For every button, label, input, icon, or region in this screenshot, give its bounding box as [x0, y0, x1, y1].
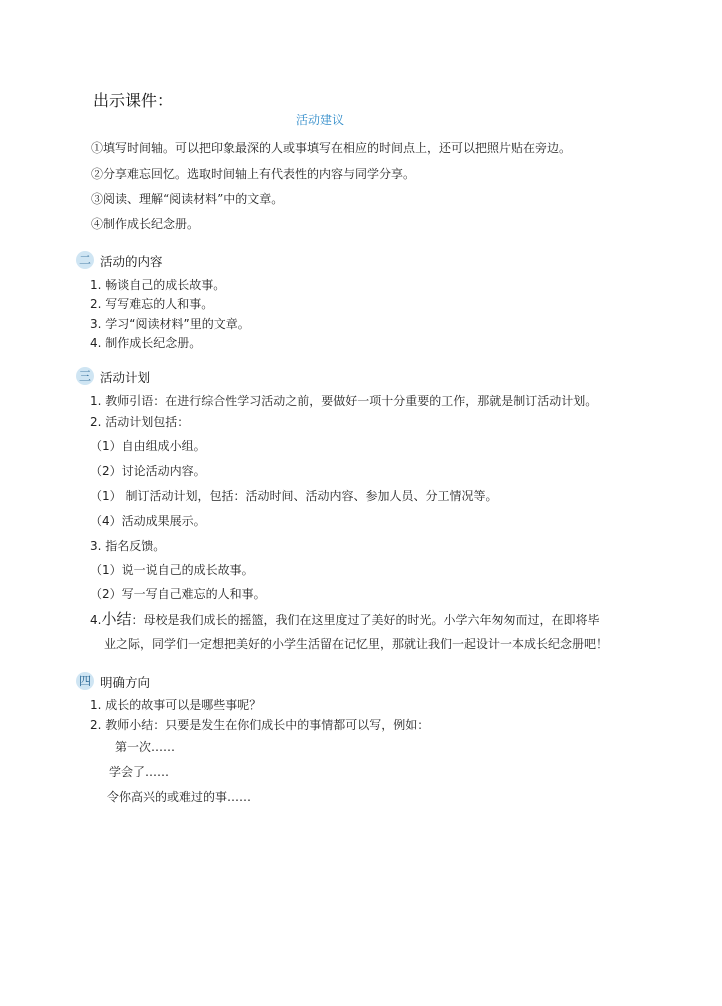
- list-item: （2）写一写自己难忘的人和事。: [90, 587, 266, 601]
- example-item: 第一次……: [115, 740, 176, 754]
- section-number-badge: 二: [76, 251, 94, 269]
- list-item: （1）自由组成小组。: [90, 439, 206, 453]
- activity-suggestion-title: 活动建议: [296, 113, 345, 127]
- suggestion-item: ②分享难忘回忆。选取时间轴上有代表性的内容与同学分享。: [91, 167, 416, 181]
- list-item: 1. 成长的故事可以是哪些事呢？: [90, 698, 262, 712]
- example-item: 学会了……: [109, 765, 170, 779]
- list-item: （4）活动成果展示。: [90, 514, 206, 528]
- example-item: 令你高兴的或难过的事……: [107, 790, 252, 804]
- summary-text-continued: 业之际，同学们一定想把美好的小学生活留在记忆里，那就让我们一起设计一本成长纪念册吧！: [104, 637, 609, 651]
- list-item: 2. 活动计划包括：: [90, 415, 190, 429]
- list-item: 4. 制作成长纪念册。: [90, 336, 202, 350]
- section-number-badge: 三: [76, 367, 94, 385]
- summary-paragraph: [90, 608, 599, 629]
- list-item: （1）说一说自己的成长故事。: [90, 563, 254, 577]
- list-item: 3. 指名反馈。: [90, 539, 166, 553]
- suggestion-item: ④制作成长纪念册。: [91, 217, 200, 231]
- list-item: （2）讨论活动内容。: [90, 464, 206, 478]
- summary-text: ：母校是我们成长的摇篮，我们在这里度过了美好的时光。小学六年匆匆而过，在即将毕: [131, 613, 600, 627]
- section-title: 明确方向: [100, 675, 151, 690]
- section-title: 活动的内容: [100, 254, 163, 269]
- list-item: 2. 教师小结：只要是发生在你们成长中的事情都可以写，例如：: [90, 718, 430, 732]
- list-item: 2. 写写难忘的人和事。: [90, 297, 214, 311]
- list-item: （1） 制订活动计划，包括：活动时间、活动内容、参加人员、分工情况等。: [90, 489, 498, 503]
- section-title: 活动计划: [100, 370, 151, 385]
- summary-number: 4.: [90, 613, 102, 627]
- suggestion-item: ①填写时间轴。可以把印象最深的人或事填写在相应的时间点上，还可以把照片贴在旁边。: [91, 141, 572, 155]
- suggestion-item: ③阅读、理解“阅读材料”中的文章。: [91, 192, 284, 206]
- list-item: 1. 教师引语：在进行综合性学习活动之前，要做好一项十分重要的工作，那就是制订活动计划。: [90, 394, 598, 408]
- list-item: 1. 畅谈自己的成长故事。: [90, 278, 226, 292]
- list-item: 3. 学习“阅读材料”里的文章。: [90, 317, 250, 331]
- intro-title: 出示课件：: [93, 91, 174, 110]
- section-number-badge: 四: [76, 672, 94, 690]
- summary-label: 小结: [101, 610, 132, 628]
